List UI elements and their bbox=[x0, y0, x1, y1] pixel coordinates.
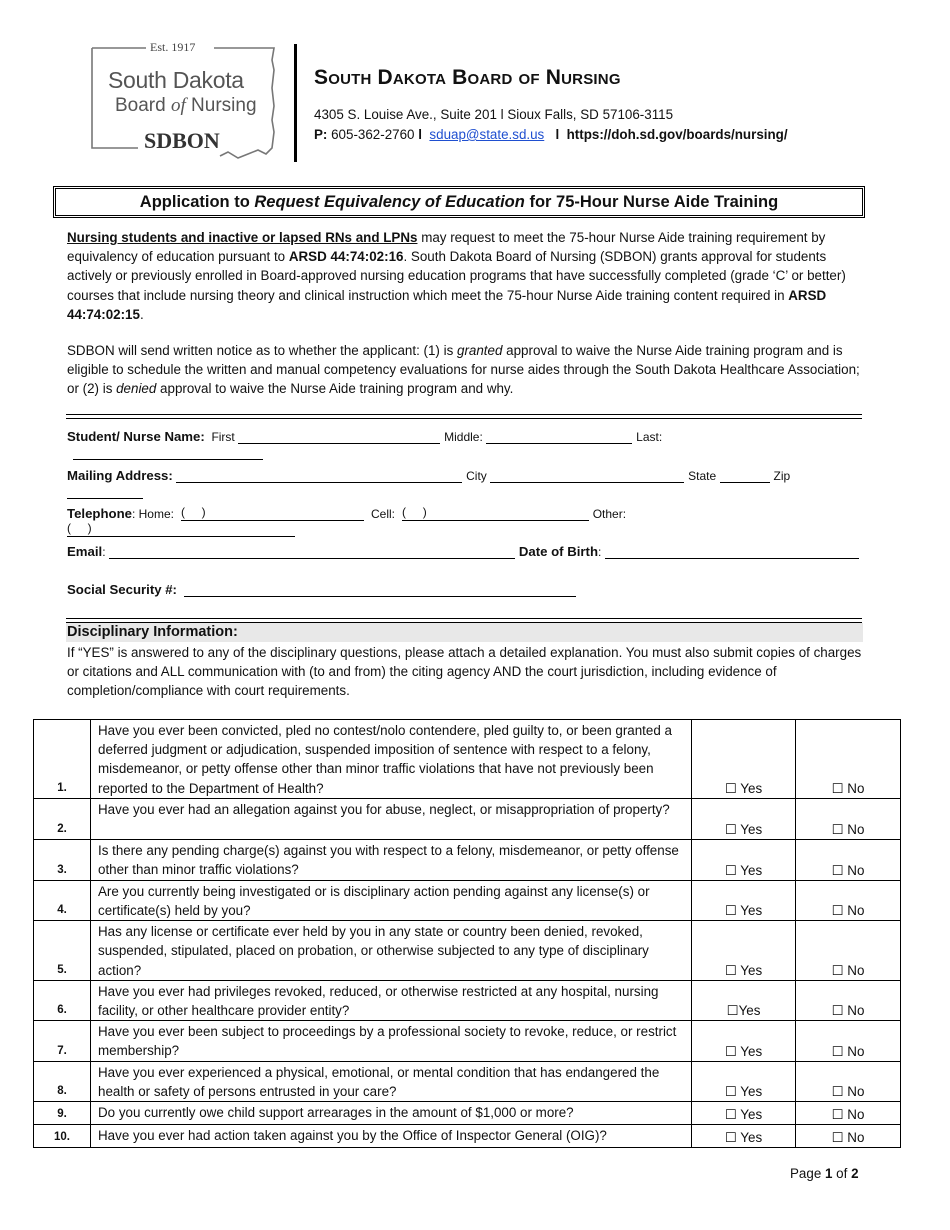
question-row bbox=[34, 1021, 901, 1061]
ssn-field[interactable] bbox=[184, 581, 576, 597]
question-row bbox=[34, 1061, 901, 1101]
question-number: 1. bbox=[34, 720, 91, 799]
logo-line-3: SDBON bbox=[144, 128, 220, 153]
question-row bbox=[34, 1125, 901, 1148]
yes-checkbox[interactable]: ☐ Yes bbox=[692, 1125, 796, 1148]
header-divider bbox=[294, 44, 297, 162]
home-phone-field[interactable]: ( ) bbox=[181, 505, 364, 521]
yes-checkbox[interactable]: ☐ Yes bbox=[692, 1061, 796, 1101]
question-number: 10. bbox=[34, 1125, 91, 1148]
question-row bbox=[34, 1102, 901, 1125]
question-row bbox=[34, 720, 901, 799]
email-field[interactable] bbox=[109, 543, 515, 559]
website-link[interactable]: https://doh.sd.gov/boards/nursing/ bbox=[566, 127, 788, 142]
logo-est: Est. 1917 bbox=[150, 40, 196, 54]
question-number: 8. bbox=[34, 1061, 91, 1101]
disciplinary-instructions: If “YES” is answered to any of the disciplinary questions, please attach a detailed explanation. You must also submit copies of charges or citations and ALL communication with (to and from) the citing agency AND the court jurisdiction, including evidence of completion/compliance with court requirements. bbox=[67, 645, 862, 699]
logo-line-1: South Dakota bbox=[108, 67, 244, 93]
no-checkbox[interactable]: ☐ No bbox=[796, 880, 901, 920]
no-checkbox[interactable]: ☐ No bbox=[796, 1061, 901, 1101]
question-text: Have you ever had an allegation against you for abuse, neglect, or misappropriation of property? bbox=[91, 798, 692, 839]
state-field[interactable] bbox=[720, 467, 770, 483]
question-text: Has any license or certificate ever held by you in any state or country been denied, revoked, suspended, stipulated, placed on probation, or otherwise subjected to any type of disciplinary action? bbox=[91, 921, 692, 981]
question-number: 9. bbox=[34, 1102, 91, 1125]
sdbon-logo bbox=[88, 40, 278, 165]
first-name-field[interactable] bbox=[238, 428, 440, 444]
question-text: Are you currently being investigated or is disciplinary action pending against any license(s) or certificate(s) held by you? bbox=[91, 880, 692, 920]
question-number: 7. bbox=[34, 1021, 91, 1061]
logo-line-2: Board of Nursing bbox=[115, 95, 257, 116]
disciplinary-questions-table bbox=[33, 719, 901, 1148]
phone-number: 605-362-2760 bbox=[327, 127, 419, 142]
question-number: 3. bbox=[34, 839, 91, 880]
email-link[interactable]: sduap@state.sd.us bbox=[429, 127, 545, 142]
no-checkbox[interactable]: ☐ No bbox=[796, 1125, 901, 1148]
yes-checkbox[interactable]: ☐ Yes bbox=[692, 1021, 796, 1061]
question-text: Have you ever been subject to proceedings by a professional society to revoke, reduce, or restrict membership? bbox=[91, 1021, 692, 1061]
form-title: Application to Request Equivalency of Education for 75-Hour Nurse Aide Training bbox=[55, 188, 863, 216]
no-checkbox[interactable]: ☐ No bbox=[796, 1021, 901, 1061]
question-text: Is there any pending charge(s) against you with respect to a felony, misdemeanor, or petty offense other than minor traffic violations? bbox=[91, 839, 692, 880]
disciplinary-heading: Disciplinary Information: bbox=[66, 623, 863, 642]
question-text: Do you currently owe child support arrearages in the amount of $1,000 or more? bbox=[91, 1102, 692, 1125]
date-of-birth-field[interactable] bbox=[605, 543, 859, 559]
question-number: 6. bbox=[34, 980, 91, 1020]
yes-checkbox[interactable]: ☐ Yes bbox=[692, 1102, 796, 1125]
name-row: Student/ Nurse Name: First Middle: Last: bbox=[67, 428, 859, 448]
page-number: Page 1 of 2 bbox=[790, 1166, 859, 1181]
notice-paragraph: SDBON will send written notice as to whether the applicant: (1) is granted approval to waive the Nurse Aide training program and is eligible to schedule the written and manual competency evaluations for nurse aides through the South Dakota Healthcare Association; or (2) is denied approval to waive the Nurse Aide training program and why. bbox=[67, 343, 860, 397]
yes-checkbox[interactable]: ☐ Yes bbox=[692, 720, 796, 799]
question-row bbox=[34, 921, 901, 981]
double-rule bbox=[66, 414, 862, 419]
no-checkbox[interactable]: ☐ No bbox=[796, 798, 901, 839]
zip-field[interactable] bbox=[67, 483, 143, 499]
mailing-address-field[interactable] bbox=[176, 467, 462, 483]
city-field[interactable] bbox=[490, 467, 684, 483]
org-contact: P: 605-362-2760 l sduap@state.sd.us l https://doh.sd.gov/boards/nursing/ bbox=[314, 127, 788, 142]
ssn-row: Social Security #: bbox=[67, 581, 859, 601]
question-number: 2. bbox=[34, 798, 91, 839]
question-row bbox=[34, 880, 901, 920]
intro-paragraph: Nursing students and inactive or lapsed RNs and LPNs may request to meet the 75-hour Nurse Aide training requirement by equivalency of education pursuant to ARSD 44:74:02:16. South Dakota Board of Nursing (SDBON) grants approval for students actively or previously enrolled in Board-approved nursing education programs that have successfully completed (grade ‘C’ or better) courses that include nursing theory and clinical instruction which meet the 75-hour Nurse Aide training content required in ARSD 44:74:02:15. bbox=[67, 230, 846, 322]
yes-checkbox[interactable]: ☐Yes bbox=[692, 980, 796, 1020]
question-text: Have you ever been convicted, pled no contest/nolo contendere, pled guilty to, or been granted a deferred judgment or adjudication, suspended imposition of sentence with respect to a felony, misdemeanor, or petty offense other than minor traffic violations that have not previously been reported to the Department of Health? bbox=[91, 720, 692, 799]
no-checkbox[interactable]: ☐ No bbox=[796, 1102, 901, 1125]
other-phone-field[interactable]: ( ) bbox=[67, 521, 295, 537]
cell-phone-field[interactable]: ( ) bbox=[402, 505, 589, 521]
middle-name-field[interactable] bbox=[486, 428, 632, 444]
no-checkbox[interactable]: ☐ No bbox=[796, 921, 901, 981]
email-dob-row: Email: Date of Birth: bbox=[67, 543, 859, 563]
no-checkbox[interactable]: ☐ No bbox=[796, 980, 901, 1020]
telephone-row: Telephone: Home: ( ) Cell: ( ) Other: ( ) bbox=[67, 505, 630, 535]
no-checkbox[interactable]: ☐ No bbox=[796, 720, 901, 799]
phone-label: P: bbox=[314, 127, 328, 142]
mailing-row: Mailing Address: City State Zip bbox=[67, 467, 859, 487]
question-text: Have you ever had privileges revoked, reduced, or otherwise restricted at any hospital, nursing facility, or other healthcare provider entity? bbox=[91, 980, 692, 1020]
question-row bbox=[34, 980, 901, 1020]
last-name-field[interactable] bbox=[73, 444, 263, 460]
yes-checkbox[interactable]: ☐ Yes bbox=[692, 839, 796, 880]
question-text: Have you ever had action taken against you by the Office of Inspector General (OIG)? bbox=[91, 1125, 692, 1148]
yes-checkbox[interactable]: ☐ Yes bbox=[692, 798, 796, 839]
yes-checkbox[interactable]: ☐ Yes bbox=[692, 880, 796, 920]
question-text: Have you ever experienced a physical, emotional, or mental condition that has endangered the health or safety of persons entrusted in your care? bbox=[91, 1061, 692, 1101]
no-checkbox[interactable]: ☐ No bbox=[796, 839, 901, 880]
org-address: 4305 S. Louise Ave., Suite 201 l Sioux Falls, SD 57106-3115 bbox=[314, 107, 674, 122]
question-row bbox=[34, 798, 901, 839]
question-number: 5. bbox=[34, 921, 91, 981]
org-name: South Dakota Board of Nursing bbox=[314, 66, 621, 89]
yes-checkbox[interactable]: ☐ Yes bbox=[692, 921, 796, 981]
question-row bbox=[34, 839, 901, 880]
question-number: 4. bbox=[34, 880, 91, 920]
